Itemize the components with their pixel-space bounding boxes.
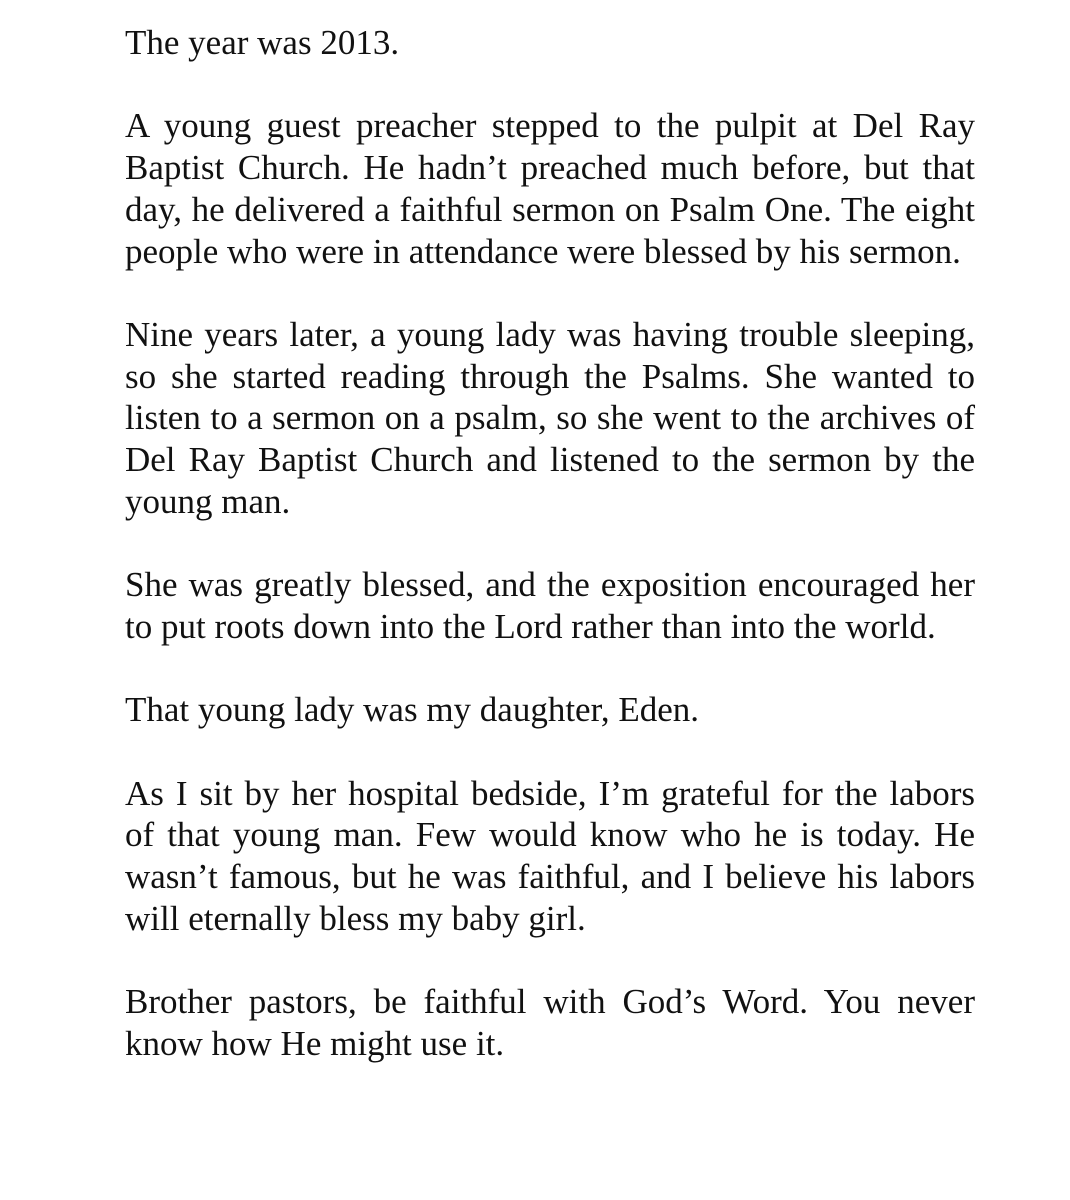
paragraph-brother-pastors: Brother pastors, be faithful with God’s Word. You never know how He might use it.: [125, 982, 975, 1063]
paragraph-hospital-bedside: As I sit by her hospital bedside, I’m grateful for the labors of that young man. Few would know who he is today. He wasn’t famous, but he was faithful, and I believe his labors will eternally bless my baby girl.: [125, 773, 975, 938]
paragraph-greatly-blessed: She was greatly blessed, and the exposition encouraged her to put roots down into the Lord rather than into the world.: [125, 565, 975, 646]
document-body: [125, 22, 975, 1064]
paragraph-daughter-eden: That young lady was my daughter, Eden.: [125, 690, 700, 730]
paragraph-guest-preacher: A young guest preacher stepped to the pulpit at Del Ray Baptist Church. He hadn’t preached much before, but that day, he delivered a faithful sermon on Psalm One. The eight people who were in attendance were blessed by his sermon.: [125, 106, 975, 271]
paragraph-opening: The year was 2013.: [125, 23, 400, 62]
paragraph-nine-years-later: Nine years later, a young lady was having trouble sleeping, so she started reading through the Psalms. She wanted to listen to a sermon on a psalm, so she went to the archives of Del Ray Baptist Church and listened to the sermon by the young man.: [125, 314, 975, 521]
